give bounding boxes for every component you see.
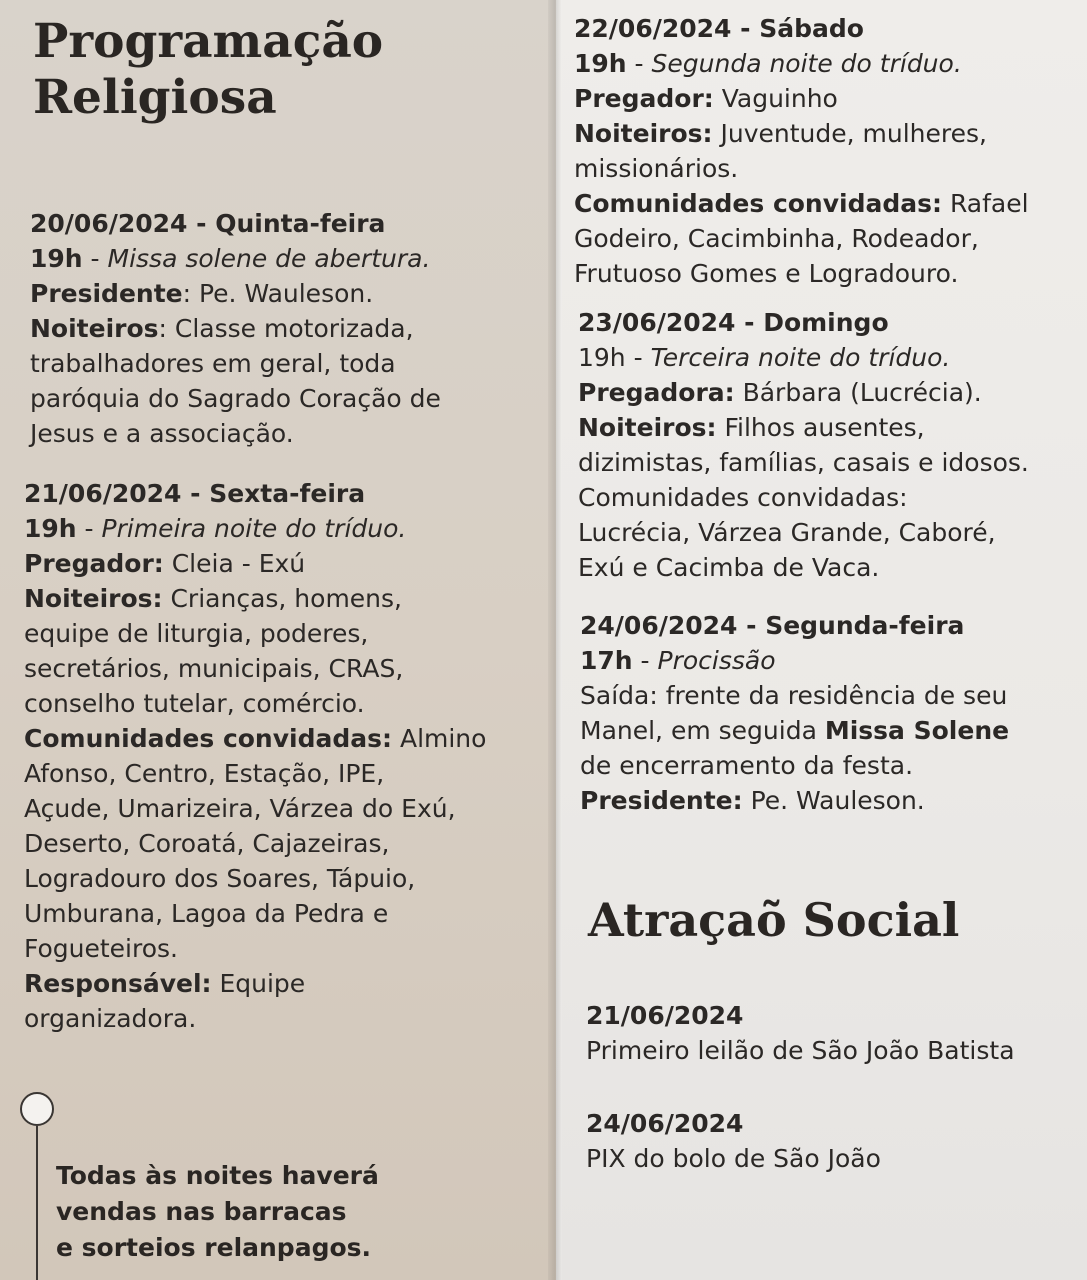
noiteiros-text: missionários. [574,154,739,183]
day-time-event: 19h - Missa solene de abertura. [30,244,431,273]
note-line: Todas às noites haverá [56,1161,379,1190]
noiteiros-text: trabalhadores em geral, toda [30,349,396,378]
responsible-text: Equipe [211,969,306,998]
noiteiros-label: Noiteiros: [578,413,717,442]
noiteiros-label: Noiteiros: [24,584,163,613]
noiteiros-text: dizimistas, famílias, casais e idosos. [578,448,1029,477]
responsible-line [24,966,486,1001]
preacher-label: Pregador: [574,84,714,113]
noiteiros-label: Noiteiros: [574,119,713,148]
communities-text: Frutuoso Gomes e Logradouro. [574,259,959,288]
noiteiros-text: equipe de liturgia, poderes, [24,619,369,648]
communities-text: Afonso, Centro, Estação, IPE, [24,759,385,788]
noiteiros-label: Noiteiros [30,314,159,343]
preacher-label: Pregadora: [578,378,735,407]
communities-text: Exú e Cacimba de Vaca. [578,553,880,582]
preacher-name: Vaguinho [713,84,838,113]
president-name: : Pe. Wauleson. [182,279,374,308]
communities-text: Lucrécia, Várzea Grande, Caboré, [578,518,996,547]
noiteiros-text: : Classe motorizada, [158,314,414,343]
noiteiros-line [574,116,1029,151]
schedule-day-22 [574,11,1029,291]
departure-line [580,713,1009,748]
president-label: Presidente [30,279,183,308]
day-president [30,276,441,311]
communities-text: Logradouro dos Soares, Tápuio, [24,864,416,893]
communities-line [24,721,486,756]
communities-text: Rafael [942,189,1029,218]
pin-circle-icon [20,1092,54,1126]
day-time-event: 17h - Procissão [580,646,776,675]
departure-text: de encerramento da festa. [580,751,914,780]
title-line-1: Programação [33,14,384,69]
communities-text: Umburana, Lagoa da Pedra e [24,899,389,928]
schedule-day-20 [30,206,441,451]
day-time: 19h [578,343,626,372]
noiteiros-text: Juventude, mulheres, [712,119,987,148]
social-text: Primeiro leilão de São João Batista [586,1036,1015,1065]
day-event: Primeira noite do tríduo. [101,514,407,543]
responsible-label: Responsável: [24,969,212,998]
departure-text: Saída: frente da residência de seu [580,681,1008,710]
preacher-name: Cleia - Exú [163,549,306,578]
social-text: PIX do bolo de São João [586,1144,881,1173]
noiteiros-text: Crianças, homens, [162,584,402,613]
preacher-label: Pregador: [24,549,164,578]
noiteiros-text: paróquia do Sagrado Coração de [30,384,441,413]
communities-label: Comunidades convidadas: [574,189,943,218]
social-date: 21/06/2024 [586,1001,744,1030]
noiteiros-text: Jesus e a associação. [30,419,294,448]
day-date: 23/06/2024 - Domingo [578,308,889,337]
day-president [580,783,1009,818]
day-preacher [578,375,1029,410]
day-time-event: 19h - Segunda noite do tríduo. [574,49,962,78]
page-title [33,14,383,126]
noiteiros-text: Filhos ausentes, [716,413,925,442]
day-preacher [24,546,486,581]
responsible-text: organizadora. [24,1004,197,1033]
day-preacher [574,81,1029,116]
note-line: vendas nas barracas [56,1197,347,1226]
day-time: 17h [580,646,633,675]
day-time-event: 19h - Primeira noite do tríduo. [24,514,407,543]
day-date: 20/06/2024 - Quinta-feira [30,209,386,238]
communities-label: Comunidades convidadas: [24,724,393,753]
noiteiros-text: secretários, municipais, CRAS, [24,654,404,683]
pin-line [36,1126,38,1280]
mass-label: Missa Solene [824,716,1010,745]
schedule-day-23 [578,305,1029,585]
day-event: Procissão [657,646,776,675]
day-event: Terceira noite do tríduo. [650,343,951,372]
title-line-2: Religiosa [33,70,277,125]
noiteiros-line [24,581,486,616]
departure-text: Manel, em seguida [580,716,825,745]
day-event: Missa solene de abertura. [107,244,431,273]
footer-note [56,1158,379,1266]
day-time: 19h [574,49,627,78]
noiteiros-line [578,410,1029,445]
day-date: 22/06/2024 - Sábado [574,14,864,43]
noiteiros-line [30,311,441,346]
day-time: 19h [30,244,83,273]
day-time-event: 19h - Terceira noite do tríduo. [578,343,951,372]
communities-text: Almino [392,724,487,753]
social-item-2 [586,1106,881,1176]
social-date: 24/06/2024 [586,1109,744,1138]
day-date: 24/06/2024 - Segunda-feira [580,611,965,640]
noiteiros-text: conselho tutelar, comércio. [24,689,365,718]
page-fold [548,0,562,1280]
note-line: e sorteios relanpagos. [56,1233,372,1262]
communities-text: Açude, Umarizeira, Várzea do Exú, [24,794,456,823]
president-name: Pe. Wauleson. [742,786,925,815]
social-item-1 [586,998,1015,1068]
day-time: 19h [24,514,77,543]
schedule-day-21 [24,476,486,1036]
preacher-name: Bárbara (Lucrécia). [734,378,982,407]
president-label: Presidente: [580,786,743,815]
communities-text: Comunidades convidadas: [578,483,908,512]
schedule-day-24 [580,608,1009,818]
communities-line [574,186,1029,221]
day-event: Segunda noite do tríduo. [651,49,962,78]
social-title: Atraçaõ Social [588,893,960,947]
communities-text: Fogueteiros. [24,934,179,963]
communities-text: Godeiro, Cacimbinha, Rodeador, [574,224,979,253]
communities-text: Deserto, Coroatá, Cajazeiras, [24,829,390,858]
day-date: 21/06/2024 - Sexta-feira [24,479,366,508]
